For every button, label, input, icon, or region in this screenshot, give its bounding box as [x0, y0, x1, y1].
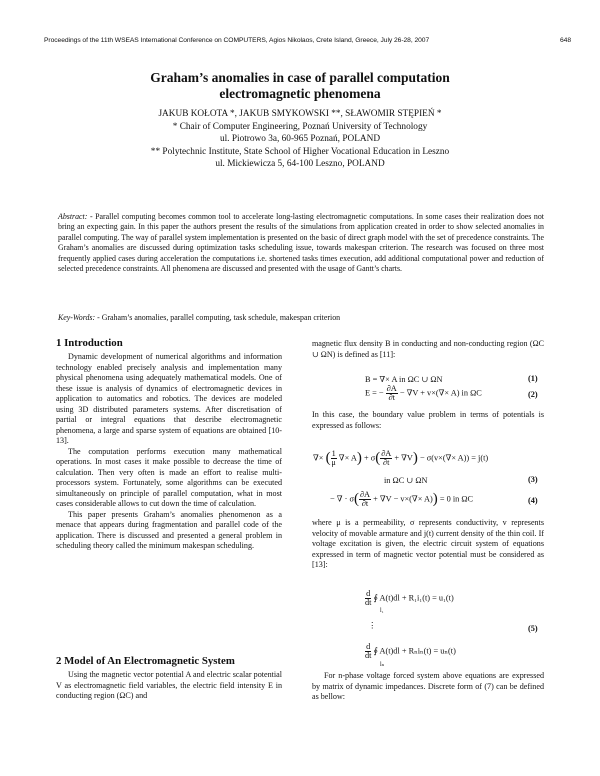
abstract-label: Abstract: [58, 212, 88, 221]
affiliation-2-address: ul. Mickiewicza 5, 64-100 Leszno, POLAND [215, 159, 385, 169]
equation-2-fraction [386, 385, 398, 402]
right-where-text [312, 518, 544, 571]
equation-3-curl-a: ∇× A [338, 453, 357, 463]
right-final-text [312, 671, 544, 703]
equation-4-fraction [359, 491, 371, 508]
equation-3-paren-open: ( [325, 450, 331, 466]
equation-2 [365, 385, 482, 402]
keywords-label: Key-Words: [58, 313, 96, 322]
equation-5-fraction-n [365, 643, 371, 660]
equation-3-rhs: − σ(v×(∇× A)) = j(t) [420, 453, 489, 463]
right-paragraph: In this case, the boundary value problem in terms of potentials is expressed as follows: [312, 410, 544, 430]
title-line-2: electromagnetic phenomena [219, 86, 381, 101]
title-line-1: Graham’s anomalies in case of parallel computation [150, 70, 450, 85]
section-1-paragraph: Dynamic development of numerical algorithms and information technology enabled precisely analysis and implementation many physical phenomena using adequately mathematical models. One of these issue is analysis of dynamics of electromagnetic devices in application to automatics and robotics. The devices are modeled using 3D distributed parameters systems. After discretisation of partial or integral equations that describe electromagnetic phenomena, a large and sparse system of equations are obtained [10-13]. [56, 352, 282, 445]
equation-3-paren-open-2: ( [375, 450, 381, 466]
running-header-text: Proceedings of the 11th WSEAS International Conference on COMPUTERS, Agios Nikolaos, Crete Island, Greece, July 26-28, 2007 [44, 37, 430, 44]
keywords [58, 313, 544, 322]
section-2-paragraph: Using the magnetic vector potential A and electric scalar potential V as electromagnetic field variables, the electric field intensity E in conducting region (ΩC) and [56, 670, 282, 700]
section-1-body [56, 352, 282, 552]
equation-3-domain: in ΩC ∪ ΩN [384, 476, 428, 485]
section-1-paragraph: The computation performs execution many mathematical operations. In most cases it make possible to decrease the time of calculation. Then very often is made an effort to realise multi-processors system. Fortunately, some algorithms can be executed simultaneously on principle of parallel computation, what in most cases considerable allows to cut down the time of calculation. [56, 446, 282, 508]
right-paragraph: where μ is a permeability, σ represents conductivity, v represents velocity of movable armature and j(t) current density of the thin coil. If voltage excitation is given, the electric circuit system of equations expressed in term of magnetic vector potential must be considered as [13]: [312, 518, 544, 569]
section-1-heading: 1 Introduction [56, 337, 123, 349]
equation-3-one: 1 [331, 449, 336, 458]
equation-2-right: − ∇V + v×(∇× A) in ΩC [399, 388, 482, 398]
equation-3-fraction-dadt [380, 450, 392, 467]
equation-4-rhs: = 0 in ΩC [439, 494, 474, 504]
equation-5-dots: ⋮ [368, 621, 377, 630]
equation-1: B = ∇× A in ΩC ∪ ΩN [365, 375, 443, 384]
paper-title [60, 70, 540, 102]
right-paragraph: For n-phase voltage forced system above equations are expressed by matrix of dynamic impedances. Discrete form of (7) can be defined as bellow: [312, 671, 544, 701]
right-intro [312, 339, 544, 360]
equation-3-numerator: ∂A [381, 449, 392, 458]
equation-5-sub-1: l₁ [380, 608, 384, 614]
equation-3 [313, 450, 488, 467]
equation-3-paren-close: ) [356, 450, 362, 466]
equation-5-d: d [366, 589, 371, 598]
equation-4 [330, 491, 473, 508]
equation-4-numerator: ∂A [359, 490, 371, 499]
equation-4-paren-open: ( [353, 491, 359, 507]
affiliation-2: ** Polytechnic Institute, State School of Higher Vocational Education in Leszno [150, 146, 450, 157]
abstract [58, 212, 544, 274]
equation-3-curl: ∇× [313, 453, 324, 463]
equation-3-gradv: + ∇V [394, 453, 413, 463]
equation-5-fraction-1 [365, 590, 371, 607]
equation-5-sub-n: lₙ [380, 662, 385, 668]
right-paragraph: magnetic flux density B in conducting and non-conducting region (ΩC ∪ ΩN) is defined as [11]: [312, 339, 544, 359]
equation-3-sigma: + σ [363, 453, 376, 463]
equation-5-last: ∮ A(t)dl + Rₙiₙ(t) = uₙ(t) [373, 646, 456, 656]
affiliation-1-address: ul. Piotrowo 3a, 60-965 Poznań, POLAND [219, 134, 381, 144]
equation-2-left: E = − [365, 388, 384, 398]
section-2-heading: 2 Model of An Electromagnetic System [56, 655, 235, 667]
affiliation-1: * Chair of Computer Engineering, Poznań University of Technology [172, 121, 428, 132]
equation-3-mu: μ [331, 458, 336, 467]
section-2-body [56, 670, 282, 702]
equation-3-number: (3) [528, 475, 538, 484]
page-number: 648 [559, 37, 571, 44]
equation-2-denominator: ∂t [388, 393, 395, 402]
equation-5-d-n: d [366, 642, 371, 651]
equation-5-line-n [365, 643, 456, 660]
equation-5-dt: dt [365, 598, 372, 607]
right-boundary-text [312, 410, 544, 431]
authors-block [60, 108, 540, 171]
equation-3-paren-close-2: ) [412, 450, 418, 466]
equation-5-first: ∮ A(t)dl + R₁i₁(t) = u₁(t) [373, 593, 454, 603]
keywords-text: - Graham’s anomalies, parallel computing, task schedule, makespan criterion [95, 313, 341, 322]
equation-3-denominator: ∂t [383, 458, 390, 467]
equation-3-fraction-mu [331, 450, 337, 467]
equation-5-number: (5) [528, 624, 538, 633]
equation-4-div: − ∇ · σ [330, 494, 354, 504]
equation-4-paren-close: ) [432, 491, 438, 507]
equation-5-dt-n: dt [365, 651, 372, 660]
author-list: JAKUB KOŁOTA *, JAKUB SMYKOWSKI **, SŁAWOMIR STĘPIEŃ * [158, 109, 442, 119]
abstract-text: - Parallel computing becomes common tool to accelerate long-lasting electromagnetic computations. In some cases their realization does not bring an expecting gain. In this paper the authors present the results of the simulations from application created in order to show selected anomalies in parallel computing. The way of parallel system implementation is presented on the basic of direct graph model with the set of precedence constraints. The Graham’s anomalies are discussed during optimization tasks scheduling issue, towards makespan criterion. The research was focused on three most frequently applied cases during acceleration the computations i.e. shortened tasks times execution, add additional computational power and reduction of selected precedence constraints. All phenomena are discussed and presented with the usage of Gantt’s charts. [58, 212, 544, 274]
equation-4-number: (4) [528, 496, 538, 505]
equation-5-line-1 [365, 590, 454, 607]
equation-4-denominator: ∂t [361, 499, 369, 508]
equation-1-number: (1) [528, 374, 538, 383]
section-1-paragraph: This paper presents Graham’s anomalies phenomenon as a menace that appears during fragmentation and parallel code of the application. There is discussed and presented a general problem in scheduling theory called the minimum makespan scheduling. [56, 509, 282, 550]
equation-2-numerator: ∂A [386, 384, 397, 393]
equation-2-number: (2) [528, 390, 538, 399]
equation-4-mid: + ∇V − v×(∇× A) [373, 494, 433, 504]
running-header [44, 37, 571, 44]
